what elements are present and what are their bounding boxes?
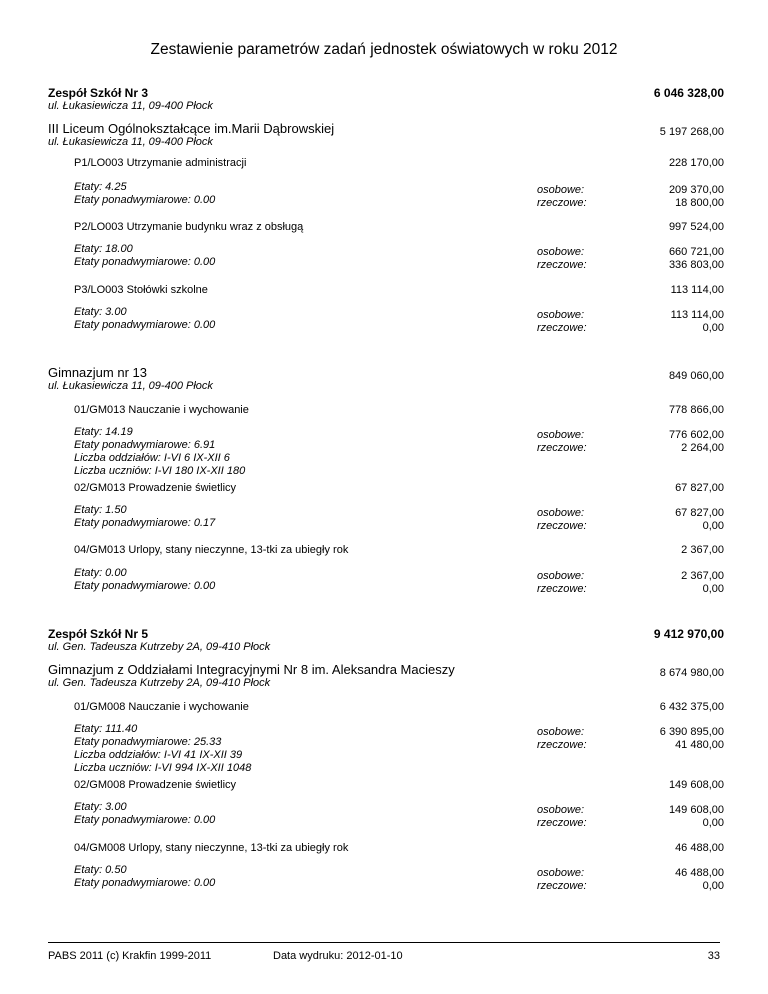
task-name: 02/GM008 Prowadzenie świetlicy <box>74 779 237 791</box>
param-line: Etaty: 111.40 <box>74 723 138 735</box>
task-amount: 6 432 375,00 <box>659 701 724 713</box>
osobowe-label: osobowe: <box>537 246 585 258</box>
cost-labels <box>537 246 587 272</box>
osobowe-label: osobowe: <box>537 570 585 582</box>
task-name: 01/GM013 Nauczanie i wychowanie <box>74 404 249 416</box>
rzeczowe-label: rzeczowe: <box>537 322 587 334</box>
param-line: Etaty: 0.00 <box>74 567 127 579</box>
cost-values <box>660 726 724 752</box>
school-address: ul. Gen. Tadeusza Kutrzeby 2A, 09-410 Płock <box>48 677 271 689</box>
param-line: Etaty ponadwymiarowe: 25.33 <box>74 736 222 748</box>
task-name: 01/GM008 Nauczanie i wychowanie <box>74 701 249 713</box>
task-params <box>74 181 215 207</box>
osobowe-label: osobowe: <box>537 726 585 738</box>
task-params <box>74 864 215 890</box>
task-params <box>74 801 215 827</box>
param-line: Etaty ponadwymiarowe: 0.00 <box>74 814 216 826</box>
param-line: Etaty ponadwymiarowe: 0.00 <box>74 319 216 331</box>
cost-labels <box>537 867 587 893</box>
osobowe-label: osobowe: <box>537 429 585 441</box>
rzeczowe-label: rzeczowe: <box>537 259 587 271</box>
cost-values <box>671 309 724 335</box>
rzeczowe-value: 0,00 <box>702 322 724 334</box>
cost-values <box>675 867 724 893</box>
task-name: 04/GM008 Urlopy, stany nieczynne, 13-tki za ubiegły rok <box>74 842 349 854</box>
rzeczowe-label: rzeczowe: <box>537 520 587 532</box>
osobowe-value: 6 390 895,00 <box>659 726 724 738</box>
cost-values <box>675 507 724 533</box>
cost-values <box>669 246 724 272</box>
task-params <box>74 306 215 332</box>
cost-labels <box>537 184 587 210</box>
param-line: Liczba oddziałów: I-VI 41 IX-XII 39 <box>74 749 243 761</box>
rzeczowe-value: 2 264,00 <box>681 442 724 454</box>
task-amount: 113 114,00 <box>670 284 724 296</box>
school-address: ul. Łukasiewicza 11, 09-400 Płock <box>48 136 213 148</box>
cost-labels <box>537 429 587 455</box>
osobowe-label: osobowe: <box>537 184 585 196</box>
cost-values <box>681 570 724 596</box>
task-name: P2/LO003 Utrzymanie budynku wraz z obsługą <box>74 221 304 233</box>
task-amount: 46 488,00 <box>675 842 724 854</box>
group-total: 6 046 328,00 <box>653 86 724 100</box>
osobowe-label: osobowe: <box>537 804 585 816</box>
osobowe-value: 46 488,00 <box>675 867 724 879</box>
param-line: Etaty ponadwymiarowe: 6.91 <box>74 439 216 451</box>
rzeczowe-label: rzeczowe: <box>537 739 587 751</box>
rzeczowe-value: 0,00 <box>702 817 724 829</box>
footer-print-date: Data wydruku: 2012-01-10 <box>273 950 403 962</box>
rzeczowe-value: 41 480,00 <box>675 739 724 751</box>
task-name: P1/LO003 Utrzymanie administracji <box>74 157 247 169</box>
group-name: Zespół Szkół Nr 5 <box>48 627 149 641</box>
cost-values <box>669 184 724 210</box>
task-name: 02/GM013 Prowadzenie świetlicy <box>74 482 237 494</box>
cost-labels <box>537 804 587 830</box>
task-params <box>74 567 215 593</box>
cost-labels <box>537 507 587 533</box>
footer-copyright: PABS 2011 (c) Krakfin 1999-2011 <box>48 950 212 962</box>
cost-labels <box>537 570 587 596</box>
cost-labels <box>537 309 587 335</box>
task-name: 04/GM013 Urlopy, stany nieczynne, 13-tki za ubiegły rok <box>74 544 349 556</box>
osobowe-value: 149 608,00 <box>668 804 724 816</box>
param-line: Etaty: 0.50 <box>74 864 127 876</box>
group-address: ul. Łukasiewicza 11, 09-400 Płock <box>48 100 213 112</box>
task-params <box>74 243 215 269</box>
cost-values <box>669 804 724 830</box>
task-amount: 2 367,00 <box>681 544 724 556</box>
osobowe-value: 67 827,00 <box>675 507 724 519</box>
osobowe-label: osobowe: <box>537 507 585 519</box>
task-params <box>74 504 215 530</box>
param-line: Etaty: 4.25 <box>74 181 127 193</box>
param-line: Etaty ponadwymiarowe: 0.00 <box>74 256 216 268</box>
osobowe-value: 113 114,00 <box>670 309 724 321</box>
param-line: Liczba oddziałów: I-VI 6 IX-XII 6 <box>74 452 230 464</box>
task-name: P3/LO003 Stołówki szkolne <box>74 284 208 296</box>
school-address: ul. Łukasiewicza 11, 09-400 Płock <box>48 380 213 392</box>
footer-divider <box>48 942 720 943</box>
rzeczowe-label: rzeczowe: <box>537 817 587 829</box>
report-title: Zestawienie parametrów zadań jednostek oświatowych w roku 2012 <box>150 41 618 58</box>
school-name: III Liceum Ogólnokształcące im.Marii Dąbrowskiej <box>48 121 335 136</box>
param-line: Liczba uczniów: I-VI 994 IX-XII 1048 <box>74 762 252 774</box>
cost-labels <box>537 726 587 752</box>
param-line: Etaty: 1.50 <box>74 504 127 516</box>
group-address: ul. Gen. Tadeusza Kutrzeby 2A, 09-410 Płock <box>48 641 271 653</box>
param-line: Etaty ponadwymiarowe: 0.00 <box>74 877 216 889</box>
osobowe-label: osobowe: <box>537 309 585 321</box>
param-line: Etaty ponadwymiarowe: 0.00 <box>74 580 216 592</box>
osobowe-value: 209 370,00 <box>668 184 724 196</box>
param-line: Etaty ponadwymiarowe: 0.17 <box>74 517 216 529</box>
osobowe-label: osobowe: <box>537 867 585 879</box>
param-line: Etaty: 18.00 <box>74 243 133 255</box>
task-amount: 228 170,00 <box>668 157 724 169</box>
task-amount: 149 608,00 <box>668 779 724 791</box>
param-line: Etaty: 14.19 <box>74 426 133 438</box>
osobowe-value: 776 602,00 <box>668 429 724 441</box>
param-line: Etaty ponadwymiarowe: 0.00 <box>74 194 216 206</box>
group-total: 9 412 970,00 <box>653 627 724 641</box>
cost-values <box>669 429 724 455</box>
rzeczowe-value: 0,00 <box>702 583 724 595</box>
rzeczowe-label: rzeczowe: <box>537 583 587 595</box>
param-line: Etaty: 3.00 <box>74 801 127 813</box>
param-line: Etaty: 3.00 <box>74 306 127 318</box>
osobowe-value: 660 721,00 <box>668 246 724 258</box>
task-params <box>74 723 251 775</box>
task-amount: 778 866,00 <box>668 404 724 416</box>
rzeczowe-label: rzeczowe: <box>537 880 587 892</box>
rzeczowe-label: rzeczowe: <box>537 442 587 454</box>
school-total: 5 197 268,00 <box>659 126 724 138</box>
rzeczowe-value: 18 800,00 <box>675 197 724 209</box>
task-amount: 997 524,00 <box>668 221 724 233</box>
osobowe-value: 2 367,00 <box>681 570 724 582</box>
rzeczowe-value: 0,00 <box>702 520 724 532</box>
page-number: 33 <box>707 950 720 962</box>
school-name: Gimnazjum nr 13 <box>48 365 147 380</box>
school-total: 8 674 980,00 <box>659 667 724 679</box>
task-params <box>74 426 245 478</box>
school-name: Gimnazjum z Oddziałami Integracyjnymi Nr 8 im. Aleksandra Macieszy <box>48 662 455 677</box>
school-total: 849 060,00 <box>668 370 724 382</box>
rzeczowe-label: rzeczowe: <box>537 197 587 209</box>
rzeczowe-value: 336 803,00 <box>668 259 724 271</box>
param-line: Liczba uczniów: I-VI 180 IX-XII 180 <box>74 465 246 477</box>
task-amount: 67 827,00 <box>675 482 724 494</box>
rzeczowe-value: 0,00 <box>702 880 724 892</box>
group-name: Zespół Szkół Nr 3 <box>48 86 149 100</box>
